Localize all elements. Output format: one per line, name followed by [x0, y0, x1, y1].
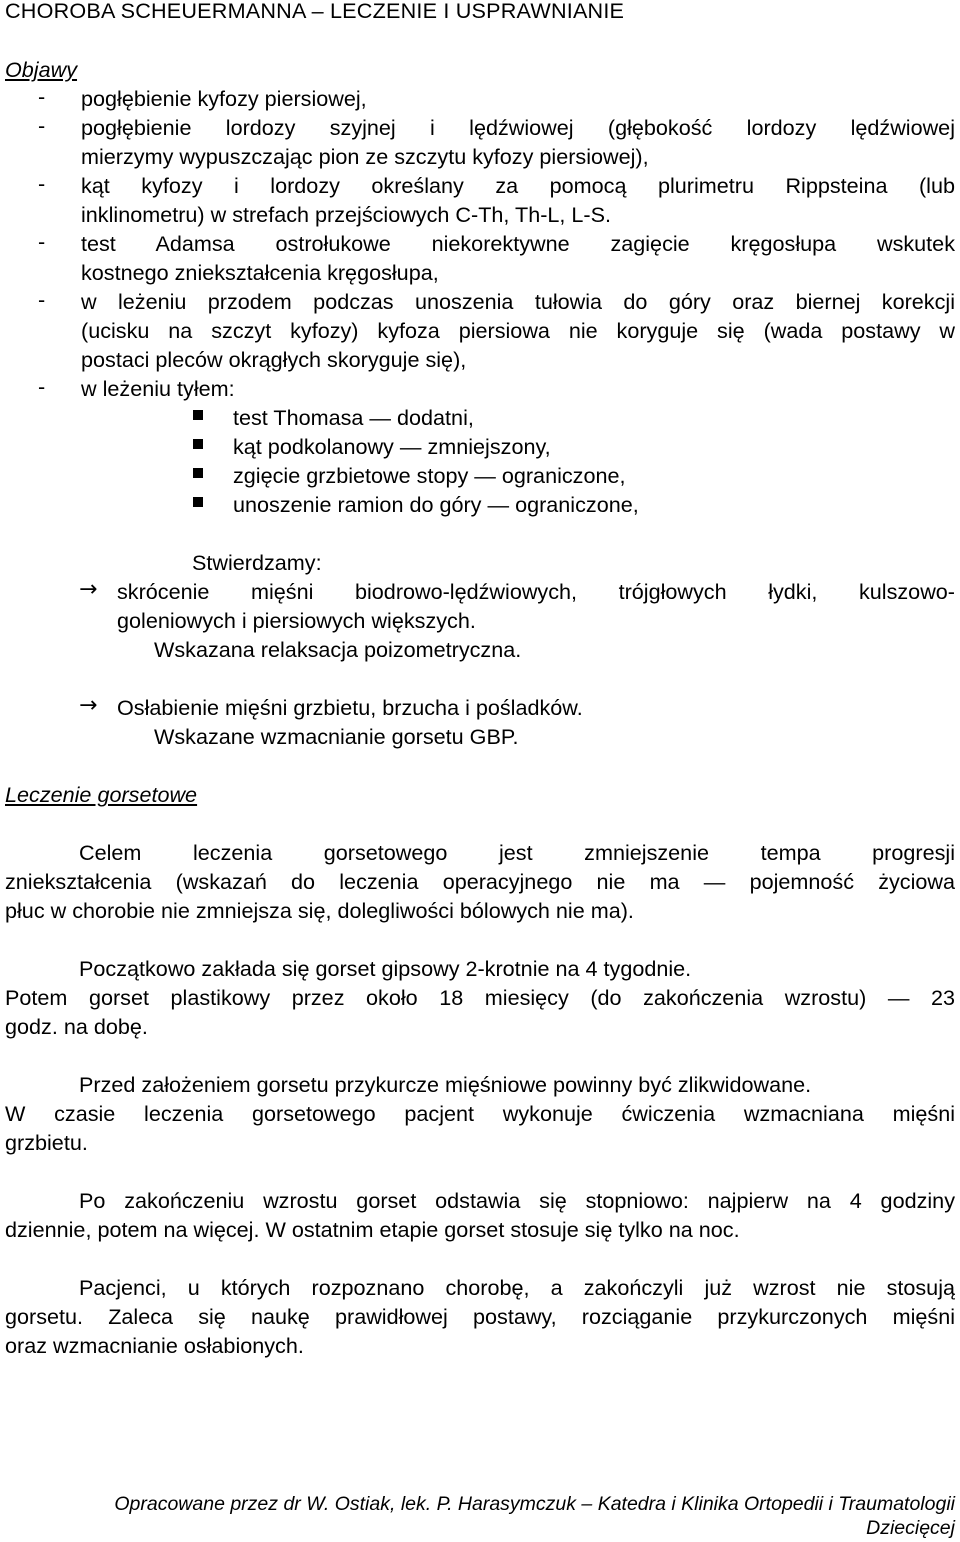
list-item: test Adamsa ostrołukowe niekorektywne zagięcie kręgosłupa wskutek: [81, 231, 955, 256]
list-item-continuation: inklinometru) w strefach przejściowych C-Th, Th-L, L-S.: [81, 202, 612, 227]
paragraph-line: płuc w chorobie nie zmniejsza się, dolegliwości bólowych nie ma).: [5, 898, 634, 923]
list-item: pogłębienie kyfozy piersiowej,: [81, 86, 367, 111]
conclusion-label: Stwierdzamy:: [192, 550, 322, 575]
paragraph-line: W czasie leczenia gorsetowego pacjent wykonuje ćwiczenia wzmacniana mięśni: [5, 1101, 955, 1126]
list-item-continuation: kostnego zniekształcenia kręgosłupa,: [81, 260, 439, 285]
list-item-continuation: mierzymy wypuszczając pion ze szczytu kyfozy piersiowej),: [81, 144, 649, 169]
square-bullet-icon: [193, 439, 203, 449]
square-bullet-icon: [193, 497, 203, 507]
list-dash: -: [38, 374, 46, 399]
paragraph-line: grzbietu.: [5, 1130, 88, 1155]
recommendation: Wskazana relaksacja poizometryczna.: [154, 637, 522, 662]
paragraph-line: Potem gorset plastikowy przez około 18 miesięcy (do zakończenia wzrostu) — 23: [5, 985, 955, 1010]
paragraph-line: Początkowo zakłada się gorset gipsowy 2-krotnie na 4 tygodnie.: [79, 956, 692, 981]
list-dash: -: [38, 287, 46, 312]
list-item: w leżeniu przodem podczas unoszenia tułowia do góry oraz biernej korekcji: [81, 289, 955, 314]
list-item: w leżeniu tyłem:: [81, 376, 235, 401]
paragraph-line: oraz wzmacnianie osłabionych.: [5, 1333, 304, 1358]
paragraph-line: gorsetu. Zaleca się naukę prawidłowej postawy, rozciąganie przykurczonych mięśni: [5, 1304, 955, 1329]
paragraph-line: dziennie, potem na więcej. W ostatnim etapie gorset stosuje się tylko na noc.: [5, 1217, 740, 1242]
square-bullet-icon: [193, 410, 203, 420]
sub-list-item: unoszenie ramion do góry — ograniczone,: [193, 490, 639, 519]
paragraph-line: godz. na dobę.: [5, 1014, 148, 1039]
footer-credit: Opracowane przez dr W. Ostiak, lek. P. Harasymczuk – Katedra i Klinika Ortopedii i Traumatologii: [114, 1493, 955, 1515]
paragraph-line: Celem leczenia gorsetowego jest zmniejszenie tempa progresji: [79, 840, 955, 865]
list-dash: -: [38, 171, 46, 196]
list-item: kąt kyfozy i lordozy określany za pomocą plurimetru Rippsteina (lub: [81, 173, 955, 198]
recommendation: Wskazane wzmacnianie gorsetu GBP.: [154, 724, 519, 749]
section-heading-objawy: Objawy: [5, 57, 78, 82]
arrow-right-icon: →: [79, 577, 98, 602]
list-item-continuation: (ucisku na szczyt kyfozy) kyfoza piersiowa nie koryguje się (wada postawy w: [81, 318, 955, 343]
sub-list-item: test Thomasa — dodatni,: [193, 403, 474, 432]
list-dash: -: [38, 113, 46, 138]
arrow-right-icon: →: [79, 693, 98, 718]
paragraph-line: Przed założeniem gorsetu przykurcze mięśniowe powinny być zlikwidowane.: [79, 1072, 812, 1097]
paragraph-line: Pacjenci, u których rozpoznano chorobę, a zakończyli już wzrost nie stosują: [79, 1275, 955, 1300]
conclusion-item-continuation: goleniowych i piersiowych większych.: [117, 608, 476, 633]
list-dash: -: [38, 229, 46, 254]
paragraph-line: zniekształcenia (wskazań do leczenia operacyjnego nie ma — pojemność życiowa: [5, 869, 955, 894]
section-heading-leczenie: Leczenie gorsetowe: [5, 782, 198, 807]
paragraph-line: Po zakończeniu wzrostu gorset odstawia się stopniowo: najpierw na 4 godziny: [79, 1188, 955, 1213]
sub-list-item: zgięcie grzbietowe stopy — ograniczone,: [193, 461, 626, 490]
document-title: CHOROBA SCHEUERMANNA – LECZENIE I USPRAWNIANIE: [5, 0, 625, 23]
list-dash: -: [38, 84, 46, 109]
list-item-continuation: postaci pleców okrągłych skoryguje się),: [81, 347, 467, 372]
conclusion-item: Osłabienie mięśni grzbietu, brzucha i pośladków.: [117, 695, 583, 720]
sub-list-item: kąt podkolanowy — zmniejszony,: [193, 432, 551, 461]
conclusion-item: skrócenie mięśni biodrowo-lędźwiowych, trójgłowych łydki, kulszowo-: [117, 579, 955, 604]
list-item: pogłębienie lordozy szyjnej i lędźwiowej (głębokość lordozy lędźwiowej: [81, 115, 955, 140]
square-bullet-icon: [193, 468, 203, 478]
footer-credit-continuation: Dziecięcej: [866, 1517, 955, 1539]
